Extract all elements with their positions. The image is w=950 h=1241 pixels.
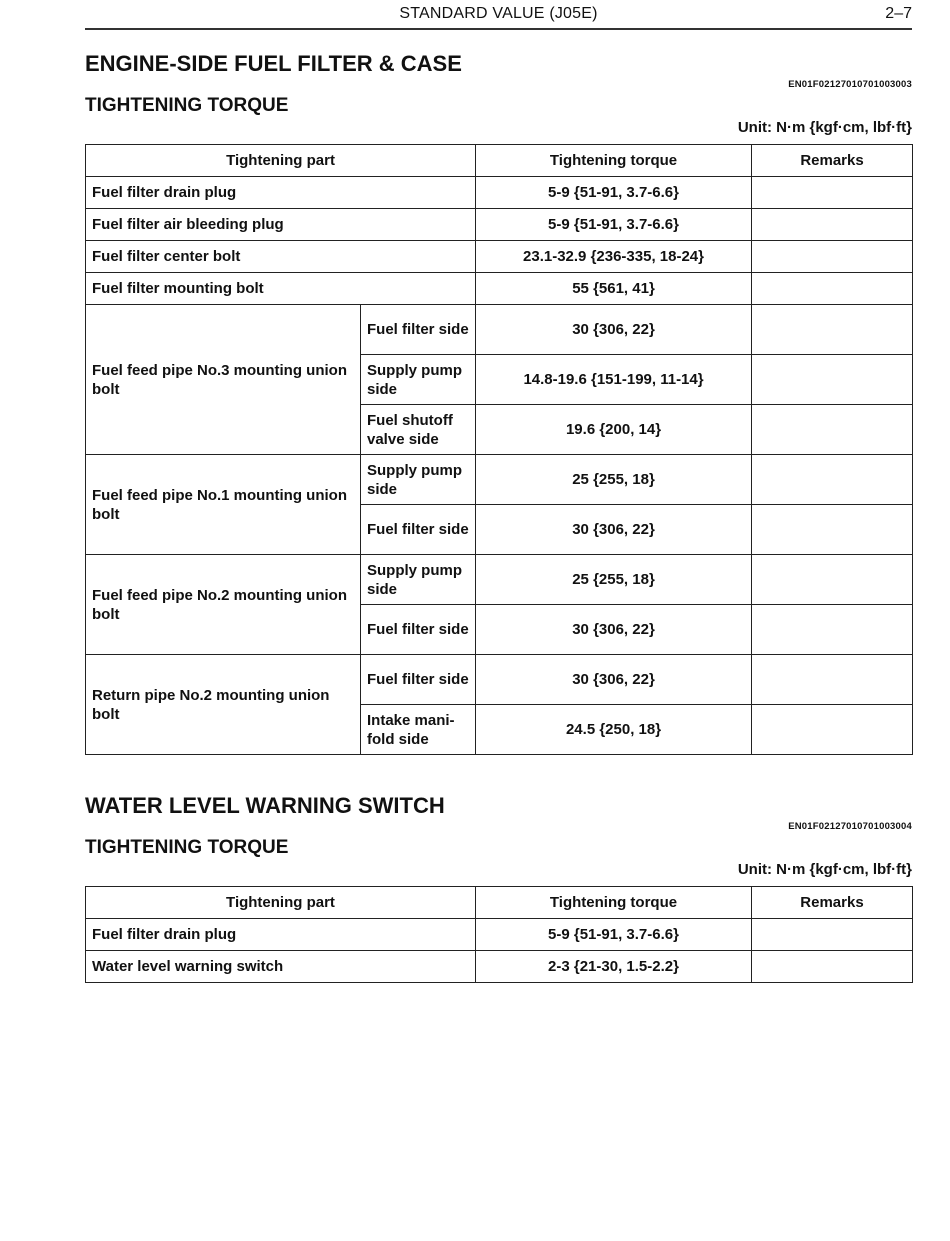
remarks-cell bbox=[752, 605, 913, 655]
column-header-remarks: Remarks bbox=[752, 145, 913, 177]
remarks-cell bbox=[752, 505, 913, 555]
table-row bbox=[86, 951, 913, 983]
remarks-cell bbox=[752, 209, 913, 241]
torque-cell: 14.8-19.6 {151-199, 11-14} bbox=[476, 355, 752, 405]
remarks-cell bbox=[752, 951, 913, 983]
torque-cell: 2-3 {21-30, 1.5-2.2} bbox=[476, 951, 752, 983]
part-cell: Fuel filter air bleeding plug bbox=[86, 209, 476, 241]
table-row bbox=[86, 177, 913, 209]
group-part-cell: Fuel feed pipe No.2 mounting union bolt bbox=[86, 555, 361, 655]
torque-cell: 23.1-32.9 {236-335, 18-24} bbox=[476, 241, 752, 273]
remarks-cell bbox=[752, 273, 913, 305]
table-row bbox=[86, 273, 913, 305]
side-cell: Fuel filter side bbox=[361, 655, 476, 705]
remarks-cell bbox=[752, 177, 913, 209]
torque-cell: 24.5 {250, 18} bbox=[476, 705, 752, 755]
document-code: EN01F02127010701003004 bbox=[788, 821, 912, 832]
document-code: EN01F02127010701003003 bbox=[788, 79, 912, 90]
torque-cell: 5-9 {51-91, 3.7-6.6} bbox=[476, 209, 752, 241]
side-cell: Fuel filter side bbox=[361, 505, 476, 555]
table-row bbox=[86, 455, 913, 505]
side-cell: Intake mani-fold side bbox=[361, 705, 476, 755]
torque-cell: 5-9 {51-91, 3.7-6.6} bbox=[476, 177, 752, 209]
side-cell: Fuel filter side bbox=[361, 305, 476, 355]
table-row bbox=[86, 919, 913, 951]
torque-cell: 19.6 {200, 14} bbox=[476, 405, 752, 455]
side-cell: Fuel shutoff valve side bbox=[361, 405, 476, 455]
table-row bbox=[86, 555, 913, 605]
torque-cell: 5-9 {51-91, 3.7-6.6} bbox=[476, 919, 752, 951]
side-cell: Supply pump side bbox=[361, 455, 476, 505]
torque-cell: 30 {306, 22} bbox=[476, 305, 752, 355]
side-cell: Supply pump side bbox=[361, 555, 476, 605]
torque-cell: 30 {306, 22} bbox=[476, 505, 752, 555]
torque-cell: 30 {306, 22} bbox=[476, 655, 752, 705]
unit-label: Unit: N·m {kgf·cm, lbf·ft} bbox=[737, 119, 912, 136]
column-header-torque: Tightening torque bbox=[476, 145, 752, 177]
torque-cell: 25 {255, 18} bbox=[476, 455, 752, 505]
torque-cell: 30 {306, 22} bbox=[476, 605, 752, 655]
torque-cell: 25 {255, 18} bbox=[476, 555, 752, 605]
group-part-cell: Return pipe No.2 mounting union bolt bbox=[86, 655, 361, 755]
remarks-cell bbox=[752, 919, 913, 951]
table-row bbox=[86, 209, 913, 241]
remarks-cell bbox=[752, 705, 913, 755]
part-cell: Fuel filter drain plug bbox=[86, 919, 476, 951]
side-cell: Fuel filter side bbox=[361, 605, 476, 655]
column-header-part: Tightening part bbox=[86, 887, 476, 919]
side-cell: Supply pump side bbox=[361, 355, 476, 405]
group-part-cell: Fuel feed pipe No.3 mounting union bolt bbox=[86, 305, 361, 455]
section-title-water-level: WATER LEVEL WARNING SWITCH bbox=[85, 793, 445, 818]
remarks-cell bbox=[752, 241, 913, 273]
remarks-cell bbox=[752, 355, 913, 405]
table-row bbox=[86, 305, 913, 355]
page-header bbox=[85, 0, 912, 30]
table-row bbox=[86, 241, 913, 273]
torque-cell: 55 {561, 41} bbox=[476, 273, 752, 305]
remarks-cell bbox=[752, 655, 913, 705]
torque-table-water-level bbox=[85, 886, 913, 983]
header-title: STANDARD VALUE (J05E) bbox=[399, 5, 598, 22]
part-cell: Water level warning switch bbox=[86, 951, 476, 983]
section-title-fuel-filter: ENGINE-SIDE FUEL FILTER & CASE bbox=[85, 51, 462, 76]
subsection-title: TIGHTENING TORQUE bbox=[85, 837, 289, 858]
part-cell: Fuel filter mounting bolt bbox=[86, 273, 476, 305]
table-row bbox=[86, 655, 913, 705]
column-header-torque: Tightening torque bbox=[476, 887, 752, 919]
remarks-cell bbox=[752, 405, 913, 455]
remarks-cell bbox=[752, 455, 913, 505]
subsection-title: TIGHTENING TORQUE bbox=[85, 95, 289, 116]
unit-label: Unit: N·m {kgf·cm, lbf·ft} bbox=[737, 861, 912, 878]
column-header-remarks: Remarks bbox=[752, 887, 913, 919]
torque-table-fuel-filter bbox=[85, 144, 913, 755]
remarks-cell bbox=[752, 305, 913, 355]
group-part-cell: Fuel feed pipe No.1 mounting union bolt bbox=[86, 455, 361, 555]
part-cell: Fuel filter center bolt bbox=[86, 241, 476, 273]
column-header-part: Tightening part bbox=[86, 145, 476, 177]
page-number: 2–7 bbox=[885, 5, 912, 22]
remarks-cell bbox=[752, 555, 913, 605]
part-cell: Fuel filter drain plug bbox=[86, 177, 476, 209]
